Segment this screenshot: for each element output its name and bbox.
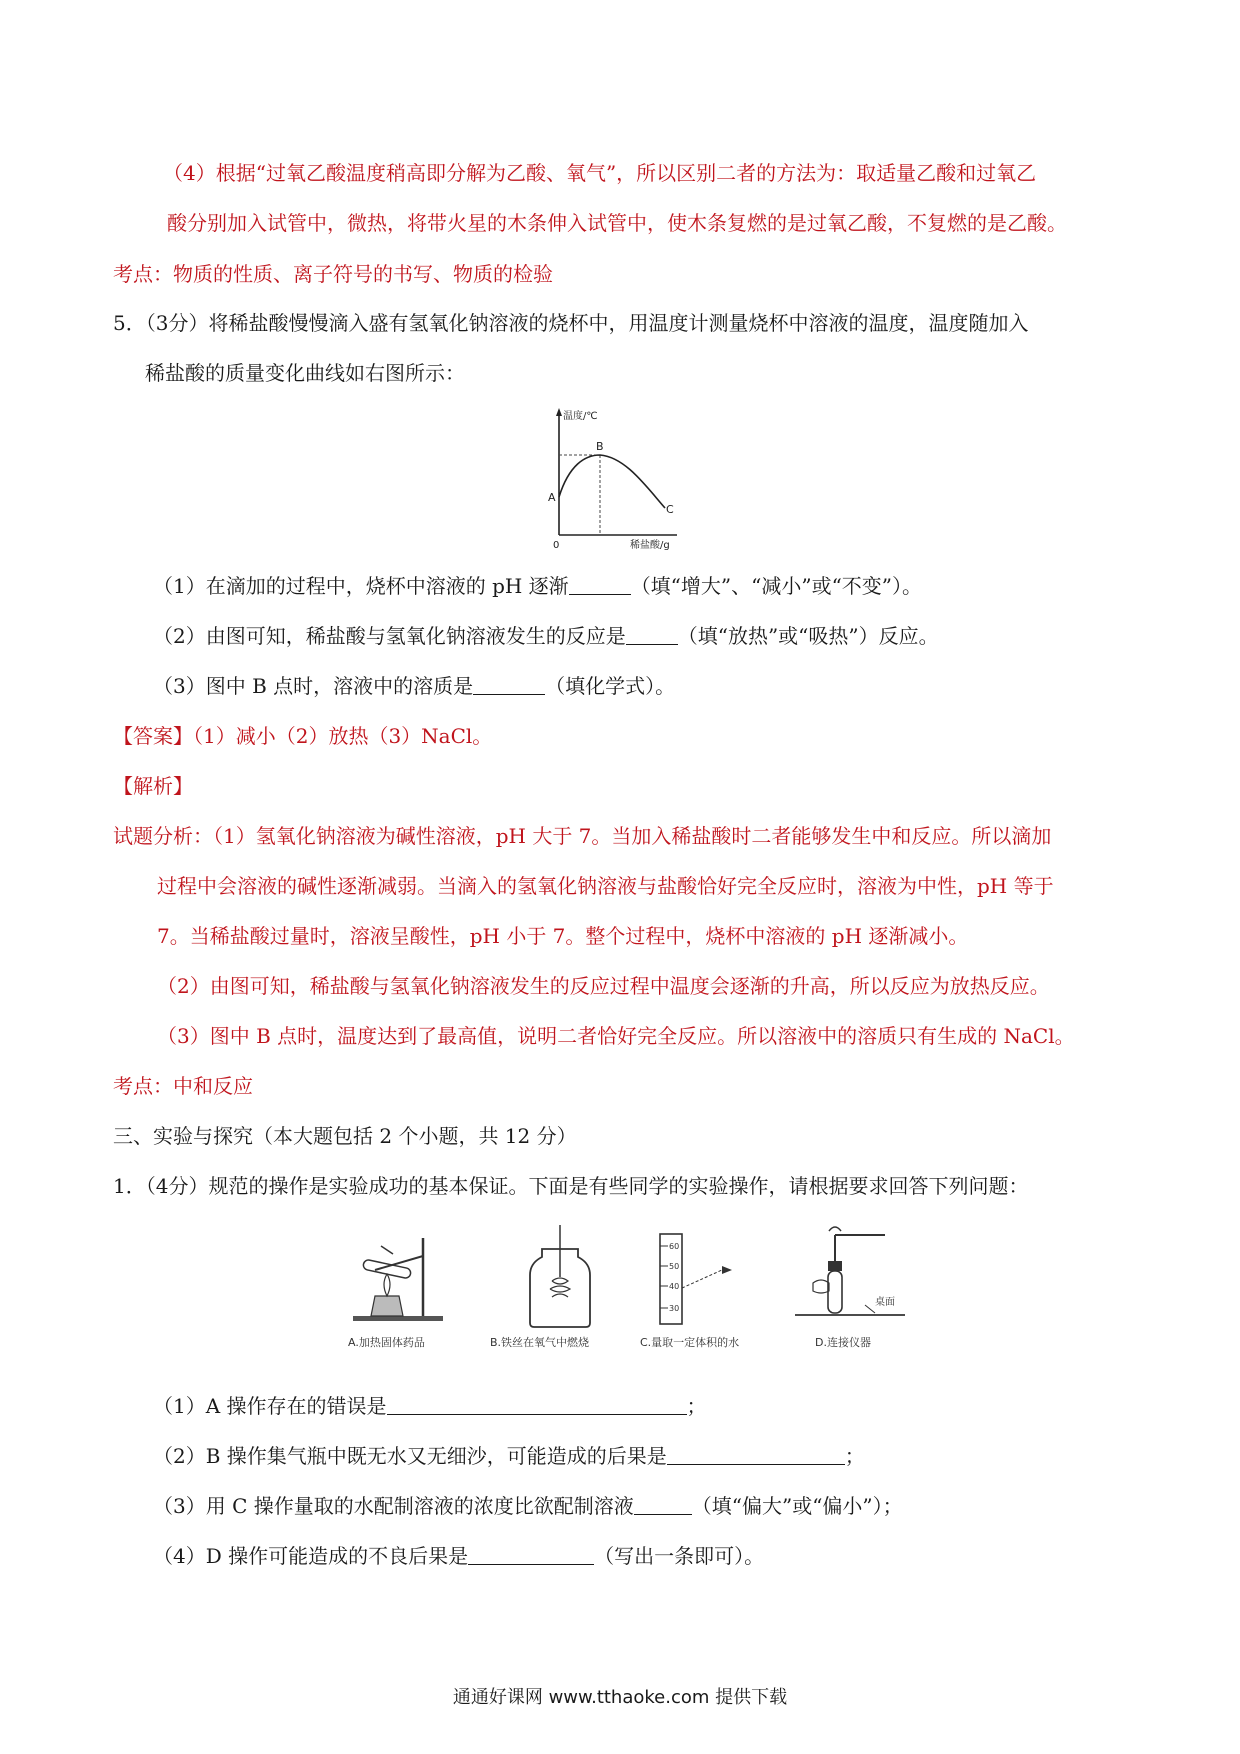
q5-sub1-text: （1）在滴加的过程中，烧杯中溶液的 pH 逐渐 — [153, 574, 569, 598]
q5-sub2-hint: （填“放热”或“吸热”）反应。 — [677, 624, 939, 648]
q5-sub1-hint: （填“增大”、“减小”或“不变”）。 — [630, 574, 923, 598]
figure-d-caption: D.连接仪器 — [815, 1336, 871, 1349]
table-pointer — [865, 1305, 875, 1313]
spark-coil — [550, 1278, 570, 1297]
test-tube-d — [828, 1271, 842, 1313]
burning-mark — [381, 1246, 393, 1254]
cyl-label-50: 50 — [669, 1262, 680, 1271]
stand-base — [353, 1316, 443, 1321]
prev-part4-line1: （4）根据“过氧乙酸温度稍高即分解为乙酸、氧气”，所以区别二者的方法为：取适量乙酸和过氧乙 — [163, 161, 1037, 185]
hand-side — [813, 1280, 829, 1293]
q5-analysis-1c: 7。当稀盐酸过量时，溶液呈酸性，pH 小于 7。整个过程中，烧杯中溶液的 pH 逐渐减小。 — [157, 924, 969, 948]
section3-sub3 — [153, 1491, 903, 1521]
q5-sub2-blank[interactable] — [626, 624, 678, 645]
s3-sub2-blank[interactable] — [667, 1444, 845, 1465]
s3-sub1-text: （1）A 操作存在的错误是 — [153, 1394, 387, 1418]
s3-sub2-text: （2）B 操作集气瓶中既无水又无细沙，可能造成的后果是 — [153, 1444, 667, 1468]
q5-analysis-2: （2）由图可知，稀盐酸与氢氧化钠溶液发生的反应过程中温度会逐渐的升高，所以反应为放热反应。 — [157, 974, 1050, 998]
chart-ylabel: 温度/℃ — [563, 411, 598, 422]
q5-analysis-1a: 试题分析：（1）氢氧化钠溶液为碱性溶液，pH 大于 7。当加入稀盐酸时二者能够发生中和反应。所以滴加 — [113, 824, 1052, 848]
q5-analysis-3: （3）图中 B 点时，温度达到了最高值，说明二者恰好完全反应。所以溶液中的溶质只有生成的 NaCl。 — [157, 1024, 1075, 1048]
chart-origin: 0 — [553, 540, 560, 550]
chart-point-b: B — [596, 440, 604, 453]
cyl-label-60: 60 — [669, 1242, 680, 1251]
s3-sub2-end: ； — [844, 1444, 865, 1468]
section3-title: 三、实验与探究（本大题包括 2 个小题，共 12 分） — [113, 1124, 577, 1148]
page-footer: 通通好课网 www.tthaoke.com 提供下载 — [452, 1687, 788, 1708]
figure-d-connecting-apparatus — [795, 1225, 905, 1329]
cyl-label-30: 30 — [669, 1304, 680, 1313]
q5-stem-line2: 稀盐酸的质量变化曲线如右图所示： — [145, 361, 465, 385]
rubber-stopper — [828, 1261, 842, 1271]
chart-point-a: A — [548, 491, 556, 504]
chart-xlabel: 稀盐酸/g — [630, 540, 670, 550]
q5-sub2-text: （2）由图可知，稀盐酸与氢氧化钠溶液发生的反应是 — [153, 624, 626, 648]
hand-top — [829, 1227, 841, 1231]
q5-kaodian: 考点：中和反应 — [113, 1074, 253, 1098]
prev-part4-line2: 酸分别加入试管中，微热，将带火星的木条伸入试管中，使木条复燃的是过氧乙酸，不复燃的是乙酸。 — [167, 211, 1067, 235]
prev-kaodian: 考点：物质的性质、离子符号的书写、物质的检验 — [113, 262, 553, 286]
q5-answer: 【答案】（1）减小（2）放热（3）NaCl。 — [113, 724, 493, 748]
chart-temperature-curve — [559, 455, 665, 508]
section3-q1-stem: 1．（4分）规范的操作是实验成功的基本保证。下面是有些同学的实验操作，请根据要求回答下列问题： — [113, 1174, 1029, 1198]
temperature-curve-chart — [545, 405, 685, 550]
s3-sub4-hint: （写出一条即可）。 — [594, 1544, 765, 1568]
figure-c-measuring-cylinder — [650, 1228, 750, 1328]
s3-sub3-blank[interactable] — [634, 1494, 692, 1515]
chart-y-arrow — [556, 408, 562, 416]
alcohol-lamp — [371, 1296, 403, 1316]
table-label: 桌面 — [875, 1297, 895, 1308]
figure-c-caption: C.量取一定体积的水 — [640, 1336, 740, 1349]
chart-point-c: C — [666, 503, 674, 516]
q5-sub1-blank[interactable] — [569, 574, 631, 595]
q5-sub3-text: （3）图中 B 点时，溶液中的溶质是 — [153, 674, 474, 698]
q5-sub3-blank[interactable] — [473, 674, 545, 695]
q5-analysis-header: 【解析】 — [113, 774, 193, 798]
s3-sub1-end: ； — [686, 1394, 707, 1418]
q5-sub3-hint: （填化学式）。 — [545, 674, 676, 698]
section3-sub1 — [153, 1391, 707, 1421]
s3-sub3-text: （3）用 C 操作量取的水配制溶液的浓度比欲配制溶液 — [153, 1494, 634, 1518]
s3-sub4-text: （4）D 操作可能造成的不良后果是 — [153, 1544, 469, 1568]
q5-analysis-1b: 过程中会溶液的碱性逐渐减弱。当滴入的氢氧化钠溶液与盐酸恰好完全反应时，溶液为中性，pH 等于 — [157, 874, 1054, 898]
s3-sub1-blank[interactable] — [387, 1394, 687, 1415]
q5-stem-line1: 5．（3分）将稀盐酸慢慢滴入盛有氢氧化钠溶液的烧杯中，用温度计测量烧杯中溶液的温度，温度随加入 — [113, 311, 1029, 335]
section3-sub4 — [153, 1541, 764, 1571]
sight-line — [682, 1270, 722, 1288]
cyl-label-40: 40 — [669, 1282, 680, 1291]
figure-b-iron-burning — [520, 1225, 600, 1329]
s3-sub3-hint: （填“偏大”或“偏小”）； — [691, 1494, 903, 1518]
eye-icon — [722, 1266, 732, 1274]
figure-a-heating-solid — [345, 1230, 465, 1328]
s3-sub4-blank[interactable] — [468, 1544, 594, 1565]
flame — [384, 1274, 390, 1296]
figure-a-caption: A.加热固体药品 — [348, 1336, 425, 1349]
q5-sub2 — [153, 621, 939, 651]
q5-sub1 — [153, 571, 922, 601]
q5-sub3 — [153, 671, 675, 701]
section3-sub2 — [153, 1441, 865, 1471]
figure-b-caption: B.铁丝在氧气中燃烧 — [490, 1336, 590, 1349]
